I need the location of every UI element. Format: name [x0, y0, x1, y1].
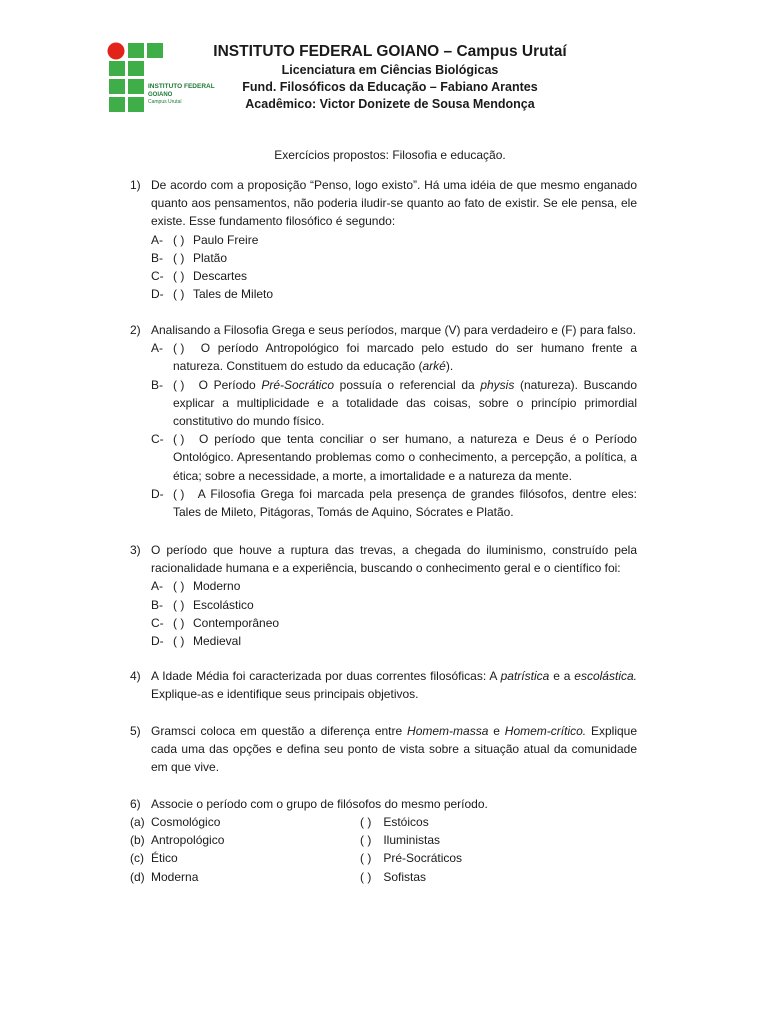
document-header — [200, 42, 580, 113]
answer-blank: ( ) — [173, 269, 185, 284]
answer-blank: ( ) — [360, 815, 372, 829]
option-b: B- ( ) Platão — [151, 249, 637, 267]
answer-blank: ( ) — [173, 287, 185, 302]
question-text: Associe o período com o grupo de filósofos do mesmo período. — [151, 797, 488, 811]
question-number: 1) — [130, 178, 141, 192]
question-text: Analisando a Filosofia Grega e seus períodos, marque (V) para verdadeiro e (F) para falso. — [151, 323, 636, 337]
answer-blank: ( ) — [360, 833, 372, 848]
question-text: A Idade Média foi caracterizada por duas correntes filosóficas: A patrística e a escolástica. Explique-as e identifique seus principais objetivos. — [151, 669, 637, 702]
logo-text-line1: INSTITUTO FEDERAL — [148, 83, 215, 90]
question-3 — [130, 541, 637, 650]
question-4 — [130, 667, 637, 703]
question-number: 2) — [130, 323, 141, 337]
association-row: (c) Ético ( ) Pré-Socráticos — [130, 849, 650, 867]
answer-blank: ( ) — [360, 869, 372, 884]
course-name: Licenciatura em Ciências Biológicas — [281, 63, 499, 77]
answer-blank: ( ) — [173, 486, 185, 501]
question-number: 6) — [130, 797, 141, 811]
question-6 — [130, 795, 637, 813]
subject-name: Fund. Filosóficos da Educação – Fabiano Arantes — [242, 80, 538, 94]
option-d: D- ( ) Medieval — [151, 632, 637, 650]
question-number: 3) — [130, 543, 141, 557]
option-c: C- ( ) Contemporâneo — [151, 614, 637, 632]
question-1 — [130, 176, 637, 303]
option-d: D- ( ) A Filosofia Grega foi marcada pela presença de grandes filósofos, dentre eles: Tales de Mileto, Pitágoras, Tomás de Aquino, Sócrates e Platão. — [151, 486, 638, 520]
student-name: Acadêmico: Victor Donizete de Sousa Mendonça — [245, 97, 535, 111]
association-table — [130, 813, 650, 886]
institution-title: INSTITUTO FEDERAL GOIANO – Campus Urutaí — [213, 43, 567, 60]
option-d: D- ( ) Tales de Mileto — [151, 285, 637, 303]
option-b: B- ( ) Escolástico — [151, 596, 637, 614]
answer-blank: ( ) — [173, 432, 185, 447]
logo-text-line2: GOIANO — [148, 92, 173, 98]
answer-blank: ( ) — [173, 634, 185, 649]
option-a: A- ( ) Paulo Freire — [151, 231, 637, 249]
question-text: O período que houve a ruptura das trevas, a chegada do iluminismo, construído pela racionalidade humana e a experiência, buscando o conhecimento geral e o científico foi: — [151, 543, 637, 576]
exercise-title: Exercícios propostos: Filosofia e educação. — [274, 148, 506, 162]
option-a: A- ( ) Moderno — [151, 577, 637, 595]
answer-blank: ( ) — [173, 250, 185, 265]
option-a: A- ( ) O período Antropológico foi marcado pelo estudo do ser humano frente a natureza. Constituem do estudo da educação (arké). — [151, 341, 637, 374]
option-b: B- ( ) O Período Pré-Socrático possuía o referencial da physis (natureza). Buscando explicar a multiplicidade e a totalidade das coisas, sobre o princípio primordial constitutivo do mundo físico. — [151, 377, 638, 429]
logo-red-circle — [108, 43, 125, 60]
answer-blank: ( ) — [173, 615, 185, 630]
answer-blank: ( ) — [360, 851, 372, 866]
question-2 — [130, 321, 637, 521]
association-row: (d) Moderna ( ) Sofistas — [130, 868, 650, 886]
answer-blank: ( ) — [173, 232, 185, 247]
question-text: Gramsci coloca em questão a diferença entre Homem-massa e Homem-crítico. Explique cada uma das opções e defina seu ponto de vista sobre a situação atual da comunidade em que vive. — [151, 724, 638, 775]
option-c: C- ( ) O período que tenta conciliar o ser humano, a natureza e Deus é o Período Ontológico. Apresentando problemas como o conhecimento, a percepção, a política, a ética; sobre a necessidade, a morte, a imortalidade e a natureza da mente. — [151, 432, 637, 483]
association-row: (a) Cosmológico ( ) Estóicos — [130, 813, 650, 831]
question-number: 4) — [130, 669, 141, 683]
question-text: De acordo com a proposição “Penso, logo existo”. Há uma idéia de que mesmo enganado quanto aos pensamentos, não poderia iludir-se quanto ao fato de existir. Se ele pensa, ele existe. Esse fundamento filosófico é segundo: — [151, 178, 637, 229]
option-c: C- ( ) Descartes — [151, 267, 637, 285]
answer-blank: ( ) — [173, 341, 185, 356]
logo-text-line3: Campus Urutaí — [148, 99, 182, 105]
question-5 — [130, 722, 637, 777]
answer-blank: ( ) — [173, 377, 185, 392]
question-number: 5) — [130, 724, 141, 738]
answer-blank: ( ) — [173, 597, 185, 612]
answer-blank: ( ) — [173, 579, 185, 594]
association-row: (b) Antropológico ( ) Iluministas — [130, 831, 650, 849]
